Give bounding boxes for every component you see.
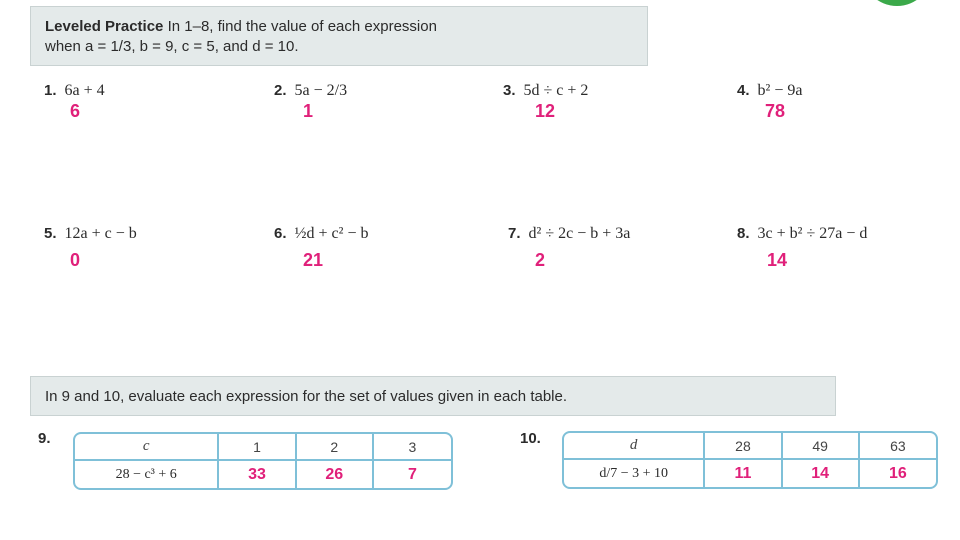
answer-cell: 33 bbox=[219, 461, 296, 488]
answer-cell: 11 bbox=[705, 460, 782, 487]
table-10-label: 10. bbox=[520, 430, 541, 447]
problem-expression: 5d ÷ c + 2 bbox=[523, 82, 589, 99]
answer-cell: 7 bbox=[407, 465, 417, 483]
problem-6 bbox=[274, 225, 368, 243]
problem-5 bbox=[44, 225, 137, 243]
expression-cell: d/7 − 3 + 10 bbox=[564, 460, 705, 487]
table-row bbox=[75, 461, 451, 488]
table-10 bbox=[562, 431, 938, 489]
section2-instruction: In 9 and 10, evaluate each expression for the set of values given in each table. bbox=[45, 388, 568, 405]
answer-5: 0 bbox=[70, 250, 81, 270]
table-9 bbox=[73, 432, 453, 490]
answer-4: 78 bbox=[765, 101, 786, 121]
value-cell: 2 bbox=[297, 434, 374, 461]
publisher-logo-arc bbox=[862, 0, 932, 6]
expression-cell: 28 − c³ + 6 bbox=[75, 461, 219, 488]
answer-cell: 26 bbox=[297, 461, 374, 488]
leveled-practice-title: Leveled Practice bbox=[45, 18, 164, 35]
answer-3: 12 bbox=[535, 101, 556, 121]
answer-7: 2 bbox=[535, 250, 546, 270]
table-row bbox=[75, 434, 451, 461]
value-cell: 3 bbox=[374, 434, 451, 461]
problem-1 bbox=[44, 82, 105, 100]
problem-8 bbox=[737, 225, 867, 243]
instructions-line-1 bbox=[45, 17, 633, 37]
instructions-banner bbox=[30, 6, 648, 66]
answer-6: 21 bbox=[303, 250, 324, 270]
problem-expression: 3c + b² ÷ 27a − d bbox=[757, 225, 868, 242]
problem-number: 1. bbox=[44, 82, 57, 99]
problem-number: 3. bbox=[503, 82, 516, 99]
problem-expression: b² − 9a bbox=[757, 82, 803, 99]
table-row bbox=[564, 433, 936, 460]
value-cell: 63 bbox=[860, 433, 936, 460]
problem-number: 4. bbox=[737, 82, 750, 99]
section2-banner bbox=[30, 376, 836, 416]
answer-1: 6 bbox=[70, 101, 81, 121]
problem-number: 8. bbox=[737, 225, 750, 242]
problem-number: 7. bbox=[508, 225, 521, 242]
value-cell: 49 bbox=[783, 433, 860, 460]
table-row bbox=[564, 460, 936, 487]
problem-expression: d² ÷ 2c − b + 3a bbox=[528, 225, 631, 242]
answer-2: 1 bbox=[303, 101, 314, 121]
problem-3 bbox=[503, 82, 588, 100]
answer-cell: 14 bbox=[783, 460, 860, 487]
problem-expression: 6a + 4 bbox=[64, 82, 105, 99]
variable-header: c bbox=[75, 434, 219, 461]
problem-7 bbox=[508, 225, 630, 243]
problem-number: 6. bbox=[274, 225, 287, 242]
table-9-label: 9. bbox=[38, 430, 51, 447]
value-cell: 1 bbox=[219, 434, 296, 461]
instructions-line-2: when a = 1/3, b = 9, c = 5, and d = 10. bbox=[45, 38, 299, 55]
problem-4 bbox=[737, 82, 802, 100]
answer-8: 14 bbox=[767, 250, 788, 270]
problem-expression: ½d + c² − b bbox=[294, 225, 369, 242]
variable-header: d bbox=[564, 433, 705, 460]
problem-number: 5. bbox=[44, 225, 57, 242]
problem-2 bbox=[274, 82, 347, 100]
problem-expression: 12a + c − b bbox=[64, 225, 137, 242]
value-cell: 28 bbox=[705, 433, 782, 460]
problem-number: 2. bbox=[274, 82, 287, 99]
instruction-text: In 1–8, find the value of each expression bbox=[167, 18, 437, 35]
problem-expression: 5a − 2/3 bbox=[294, 82, 348, 99]
answer-cell: 16 bbox=[888, 464, 907, 482]
